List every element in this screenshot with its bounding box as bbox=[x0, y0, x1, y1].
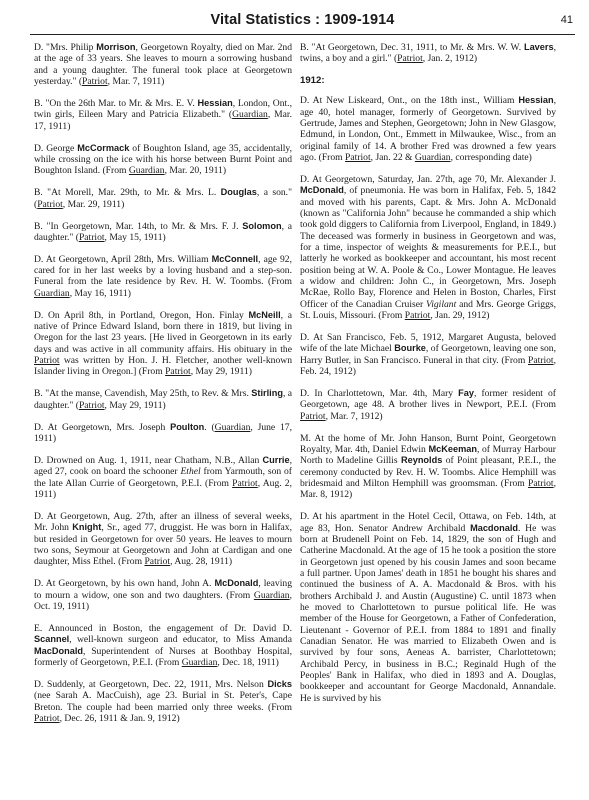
record-entry: B. "At the manse, Cavendish, May 25th, to Rev. & Mrs. Stirling, a daughter." (Patriot, May 29, 1911) bbox=[34, 388, 292, 411]
page-number: 41 bbox=[560, 14, 573, 26]
record-entry: D. At Georgetown, Saturday, Jan. 27th, age 70, Mr. Alexander J. McDonald, of pneumonia. He was born in Halifax, Feb. 5, 1842 and moved with his parents, Capt. & Mrs. John A. McDonald (known as "California John" because he commanded a ship which took gold diggers to California from Liverpool, England, in 1849.) The deceased was formerly in business in Georgetown and was, for a time, inspector of weights & measurements for P.E.I., but latterly he worked as bookkeeper and accountant, his most recent position being at W. A. Poole & Co., Lower Montague. He leaves a widow and children: John C., in Georgetown, Mrs. Joseph McRae, Rollo Bay, Florence and Helen in Boston, Charles, First Officer of the Canadian Cruiser Vigilant and Mrs. George Griggs, St. Louis, Missouri. (From Patriot, Jan. 29, 1912) bbox=[300, 173, 556, 322]
record-entry: D. Suddenly, at Georgetown, Dec. 22, 1911, Mrs. Nelson Dicks (nee Sarah A. MacCuish), age 23. Burial in St. Peter's, Cape Breton. The couple had been married only three weeks. (From Patriot, Dec. 26, 1911 & Jan. 9, 1912) bbox=[34, 678, 292, 724]
year-heading: 1912: bbox=[300, 75, 325, 87]
record-entry: D. At his apartment in the Hotel Cecil, Ottawa, on Feb. 14th, at age 83, Hon. Senator Andrew Archibald Macdonald. He was born at Brudenell Point on Feb. 14, 1829, the son of Hugh and Catherine Macdonald. At the age of 15 he took a position the store in Georgetown just opened by his cousin James and soon became a full partner. Upon James' death in 1851 he bought his shares and continued the business of A. A. Macdonald & Bros. with his brothers Archibald J. and Austin (Augustine) C. until 1873 when he moved to Charlottetown to pursue political life. He was member of the House for Georgetown, a Father of Confederation, Lieutenant - Governor of P.E.I. from 1884 to 1891 and finally Canadian Senator. He was married to Elizabeth Owen and is survived by four sons, Aeneas A. barrister, Charlottetown; Archibald Percy, in business in B.C.; Reginald Hugh of the Peoples' Bank in Halifax, who died in 1893 and A. Douglas, bookkeeper and accountant for George Macdonald, Annandale. He is survived by his bbox=[300, 511, 556, 704]
record-entry: D. At Georgetown, by his own hand, John A. McDonald, leaving to mourn a widow, one son and two daughters. (From Guardian, Oct. 19, 1911) bbox=[34, 578, 292, 612]
record-entry: D. At San Francisco, Feb. 5, 1912, Margaret Augusta, beloved wife of the late Michael Bourke, of Georgetown, leaving one son, Harry Butler, in San Francisco. Funeral in that city. (From Patriot, Feb. 24, 1912) bbox=[300, 332, 556, 378]
record-entry: D. At Georgetown, April 28th, Mrs. William McConnell, age 92, cared for in her last weeks by a loving husband and a step-son. Funeral from the late residence by Rev. H. W. Toombs. (From Guardian, May 16, 1911) bbox=[34, 253, 292, 299]
record-entry: E. Announced in Boston, the engagement of Dr. David D. Scannel, well-known surgeon and educator, to Miss Amanda MacDonald, Superintendent of Nurses at Boothbay Hospital, formerly of Georgetown, P.E.I. (From Guardian, Dec. 18, 1911) bbox=[34, 622, 292, 668]
record-entry: D. In Charlottetown, Mar. 4th, Mary Fay, former resident of Georgetown, age 48. A brother lives in Newport, P.E.I. (From Patriot, Mar. 7, 1912) bbox=[300, 387, 556, 422]
record-entry: B. "At Georgetown, Dec. 31, 1911, to Mr. & Mrs. W. W. Lavers, twins, a boy and a girl." (Patriot, Jan. 2, 1912) bbox=[300, 42, 556, 65]
record-entry: D. At New Liskeard, Ont., on the 18th inst., William Hessian, age 40, hotel manager, formerly of Georgetown. Survived by Gertrude, James and Stephen, Georgetown; John in New Glasgow, Edmund, in London, Ont., Emmett in Milwaukee, Wisc., from an original family of 14. A brother Fred was drowned a few years ago. (From Patriot, Jan. 22 & Guardian, corresponding date) bbox=[300, 95, 556, 163]
record-entry: B. "In Georgetown, Mar. 14th, to Mr. & Mrs. F. J. Solomon, a daughter." (Patriot, May 15, 1911) bbox=[34, 220, 292, 243]
record-entry: B. "On the 26th Mar. to Mr. & Mrs. E. V. Hessian, London, Ont., twin girls, Eileen Mary and Patricia Elizabeth." (Guardian, Mar. 17, 1911) bbox=[34, 97, 292, 132]
record-entry: D. At Georgetown, Aug. 27th, after an illness of several weeks, Mr. John Knight, Sr., aged 77, druggist. He was born in Halifax, but resided in Georgetown for over 50 years. He leaves to mourn two sons, Seymour at Georgetown and John at Cardigan and one daughter, Miss Ethel. (From Patriot, Aug. 28, 1911) bbox=[34, 510, 292, 568]
record-entry: D. Drowned on Aug. 1, 1911, near Chatham, N.B., Allan Currie, aged 27, cook on board the schooner Ethel from Yarmouth, son of the late Allan Currie of Georgetown, P.E.I. (From Patriot, Aug. 2, 1911) bbox=[34, 454, 292, 500]
record-entry: D. At Georgetown, Mrs. Joseph Poulton. (Guardian, June 17, 1911) bbox=[34, 421, 292, 445]
record-entry: D. George McCormack of Boughton Island, age 35, accidentally, while crossing on the ice with his horse between Burnt Point and Boughton Island. (From Guardian, Mar. 20, 1911) bbox=[34, 142, 293, 177]
page-title: Vital Statistics : 1909-1914 bbox=[210, 12, 395, 28]
running-header bbox=[30, 10, 575, 35]
right-column bbox=[300, 42, 556, 715]
left-column bbox=[34, 42, 292, 735]
record-entry: M. At the home of Mr. John Hanson, Burnt Point, Georgetown Royalty, Mar. 4th, Daniel Edwin McKeeman, of Murray Harbour North to Madeline Gillis Reynolds of Point pleasant, P.E.I., the ceremony conducted by Rev. H. W. Toombs. Alice Hemphill was bridesmaid and Milton Hemphill was groomsman. (From Patriot, Mar. 8, 1912) bbox=[300, 432, 557, 501]
record-entry: D. "Mrs. Philip Morrison, Georgetown Royalty, died on Mar. 2nd at the age of 33 years. She leaves to mourn a sorrowing husband and a young daughter. The funeral took place at Georgetown yesterday." (Patriot, Mar. 7, 1911) bbox=[34, 42, 292, 88]
record-entry: D. On April 8th, in Portland, Oregon, Hon. Finlay McNeill, a native of Prince Edward Island, born there in 1819, but living in Oregon for the last 23 years. [He lived in Georgetown in its early days and was active in all community affairs. His obituary in the Patriot was written by Hon. J. H. Fletcher, another well-known Islander living in Oregon.] (From Patriot, May 29, 1911) bbox=[34, 309, 293, 378]
record-entry: B. "At Morell, Mar. 29th, to Mr. & Mrs. L. Douglas, a son." (Patriot, Mar. 29, 1911) bbox=[34, 187, 292, 210]
